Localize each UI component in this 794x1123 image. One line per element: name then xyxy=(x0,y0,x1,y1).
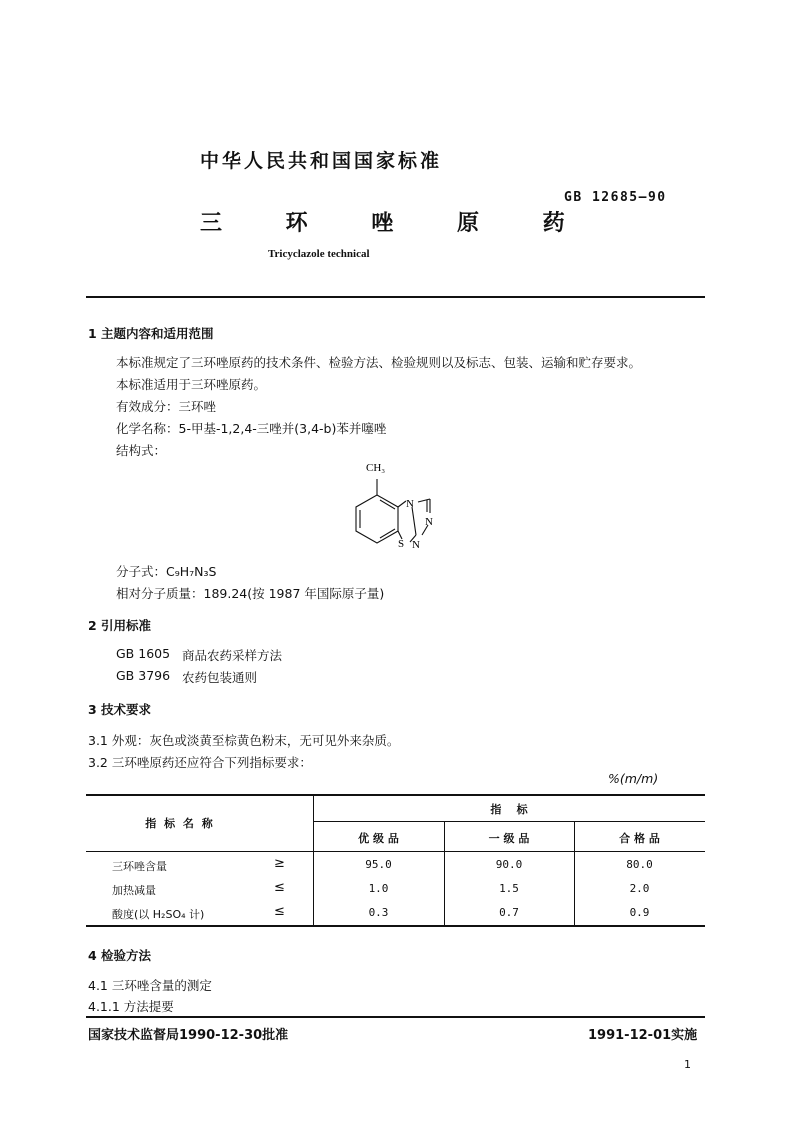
methyl-label: CH₃ xyxy=(366,462,386,474)
sulfur-label: S xyxy=(398,538,405,550)
table-row-3-value-3: 0.9 xyxy=(629,906,650,919)
nitrogen-label-bottom: N xyxy=(412,539,420,551)
table-header-group: 指 标 xyxy=(490,803,528,816)
table-row-2-name: 加热减量 xyxy=(112,884,156,897)
standard-number: GB 12685—90 xyxy=(564,190,667,205)
table-row-2-value-3: 2.0 xyxy=(629,882,650,895)
section-2-heading: 2 引用标准 xyxy=(88,618,152,633)
reference-code-1: GB 1605 xyxy=(116,646,171,661)
fused-ring-bonds xyxy=(377,479,430,542)
section-1-para-2: 本标准适用于三环唑原药。 xyxy=(116,377,267,392)
active-ingredient: 有效成分：三环唑 xyxy=(116,399,217,414)
standard-category: 中华人民共和国国家标准 xyxy=(200,150,443,172)
table-header-grade-2: 一 级 品 xyxy=(488,832,530,845)
reference-title-2: 农药包装通则 xyxy=(182,670,258,685)
footer-divider xyxy=(86,1016,705,1018)
unit-label: %(m/m) xyxy=(608,771,659,786)
table-row-2-value-1: 1.0 xyxy=(368,882,389,895)
table-row-1-op: ≥ xyxy=(274,856,285,871)
header-divider xyxy=(86,296,705,298)
chemical-name: 化学名称：5-甲基-1,2,4-三唑并(3,4-b)苯并噻唑 xyxy=(116,421,387,436)
subsection-4-1-1: 4.1.1 方法提要 xyxy=(88,999,174,1014)
section-1-para-1: 本标准规定了三环唑原药的技术条件、检验方法、检验规则以及标志、包装、运输和贮存要求。 xyxy=(116,355,642,370)
table-top-border xyxy=(86,794,705,796)
table-row-1-value-1: 95.0 xyxy=(365,858,392,871)
nitrogen-label-right: N xyxy=(425,516,433,528)
table-header-grade-3: 合 格 品 xyxy=(619,832,660,845)
reference-code-2: GB 3796 xyxy=(116,668,171,683)
requirement-3-1: 3.1 外观：灰色或淡黄至棕黄色粉末，无可见外来杂质。 xyxy=(88,733,400,748)
table-group-divider xyxy=(313,821,705,822)
structural-formula xyxy=(340,455,450,555)
approval-date: 国家技术监督局1990-12-30批准 xyxy=(88,1028,289,1043)
document-subtitle: Tricyclazole technical xyxy=(268,248,370,260)
table-row-3-op: ≤ xyxy=(274,904,285,919)
section-1-heading: 1 主题内容和适用范围 xyxy=(88,326,214,341)
table-row-3-value-1: 0.3 xyxy=(368,906,389,919)
table-header-bottom-border xyxy=(86,851,705,852)
table-row-1-value-3: 80.0 xyxy=(626,858,653,871)
table-row-1-name: 三环唑含量 xyxy=(112,860,167,873)
table-row-2-value-2: 1.5 xyxy=(499,882,519,895)
molecular-formula: 分子式：C₉H₇N₃S xyxy=(116,564,217,579)
subsection-4-1: 4.1 三环唑含量的测定 xyxy=(88,978,212,993)
effective-date: 1991-12-01实施 xyxy=(588,1028,698,1043)
table-row-3-name: 酸度(以 H₂SO₄ 计) xyxy=(112,908,205,921)
page-number: 1 xyxy=(684,1058,691,1071)
table-bottom-border xyxy=(86,925,705,927)
structure-label: 结构式： xyxy=(116,443,167,458)
table-header-name: 指 标 名 称 xyxy=(145,817,215,830)
section-3-heading: 3 技术要求 xyxy=(88,702,152,717)
benzene-ring xyxy=(356,495,398,543)
reference-title-1: 商品农药采样方法 xyxy=(182,648,283,663)
nitrogen-label-top: N xyxy=(406,498,414,510)
molecular-mass: 相对分子质量：189.24(按 1987 年国际原子量) xyxy=(116,586,385,601)
table-row-3-value-2: 0.7 xyxy=(499,906,519,919)
document-title: 三 环 唑 原 药 xyxy=(200,211,593,236)
table-row-1-value-2: 90.0 xyxy=(495,858,523,871)
table-header-grade-1: 优 级 品 xyxy=(358,832,399,845)
section-4-heading: 4 检验方法 xyxy=(88,948,152,963)
table-row-2-op: ≤ xyxy=(274,880,285,895)
requirement-3-2: 3.2 三环唑原药还应符合下列指标要求： xyxy=(88,755,312,770)
